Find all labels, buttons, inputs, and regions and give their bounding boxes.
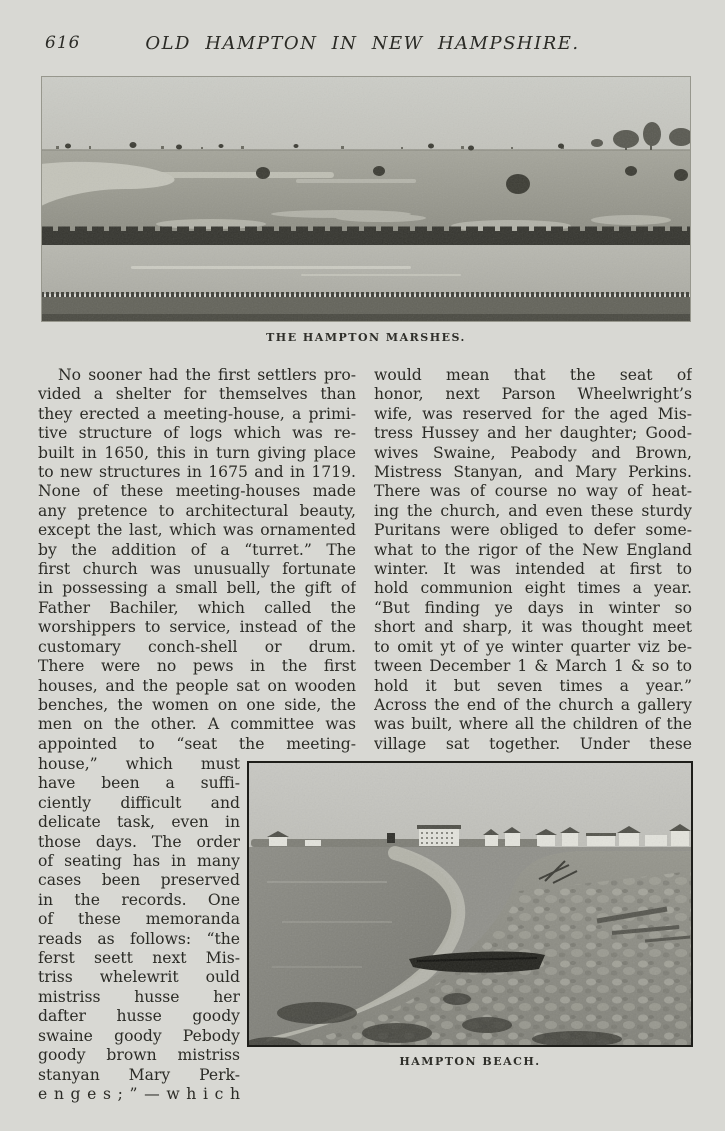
text-line: to new structures in 1675 and in 1719. xyxy=(38,463,356,482)
photo-grain xyxy=(247,761,693,1047)
text-line: triss whelewrit ould xyxy=(38,968,240,987)
text-line: Puritans were obliged to defer some- xyxy=(374,521,692,540)
text-line: what to the rigor of the New England xyxy=(374,540,692,559)
page-number: 616 xyxy=(45,33,81,53)
text-line: short and sharp, it was thought meet xyxy=(374,618,692,637)
text-line: There were no pews in the first xyxy=(38,657,356,676)
text-line: wives Swaine, Peabody and Brown, xyxy=(374,443,692,462)
text-line: tress Hussey and her daughter; Good- xyxy=(374,424,692,443)
text-line: None of these meeting-houses made xyxy=(38,482,356,501)
text-line: Father Bachiler, which called the xyxy=(38,598,356,617)
text-line: ing the church, and even these sturdy xyxy=(374,501,692,520)
text-line: tive structure of logs which was re- xyxy=(38,424,356,443)
text-line: house,” which must xyxy=(38,755,240,773)
text-line: hold communion eight times a year. xyxy=(374,579,692,598)
text-line: vided a shelter for themselves than xyxy=(38,385,356,404)
text-line: any pretence to architectural beauty, xyxy=(38,501,356,520)
text-line: have been a suffi- xyxy=(38,774,240,793)
text-line: except the last, which was ornamented xyxy=(38,521,356,540)
text-line: first church was unusually fortunate xyxy=(38,560,356,579)
right-column xyxy=(374,366,692,754)
text-line: goody brown mistriss xyxy=(38,1046,240,1065)
text-line: benches, the women on one side, the xyxy=(38,695,356,714)
text-line: cases been preserved xyxy=(38,871,240,890)
text-line: delicate task, even in xyxy=(38,813,240,832)
text-line: in the records. One xyxy=(38,890,240,909)
text-line: in possessing a small bell, the gift of xyxy=(38,579,356,598)
beach-photo-caption: HAMPTON BEACH. xyxy=(399,1055,541,1068)
text-line: There was of course no way of heat- xyxy=(374,482,692,501)
text-line: dafter husse goody xyxy=(38,1007,240,1026)
text-line: they erected a meeting-house, a primi- xyxy=(38,404,356,423)
text-line: hold it but seven times a year.” xyxy=(374,676,692,695)
text-line: Mistress Stanyan, and Mary Perkins. xyxy=(374,463,692,482)
text-line: would mean that the seat of xyxy=(374,366,692,384)
marsh-photo-caption: THE HAMPTON MARSHES. xyxy=(266,331,466,344)
text-line: of seating has in many xyxy=(38,852,240,871)
text-line: was built, where all the children of the xyxy=(374,715,692,734)
text-line: those days. The order xyxy=(38,832,240,851)
left-column xyxy=(38,366,356,754)
text-line: to omit yt of ye winter quarter viz be- xyxy=(374,637,692,656)
text-line: ciently difficult and xyxy=(38,793,240,812)
text-line: swaine goody Pebody xyxy=(38,1026,240,1045)
text-line: Across the end of the church a gallery xyxy=(374,695,692,714)
photo-grain xyxy=(41,76,691,322)
text-line: worshippers to service, instead of the xyxy=(38,618,356,637)
text-line: built in 1650, this in turn giving place xyxy=(38,443,356,462)
beach-photo xyxy=(247,761,693,1047)
text-line: appointed to “seat the meeting- xyxy=(38,734,356,753)
text-line: “But finding ye days in winter so xyxy=(374,598,692,617)
text-line: mistriss husse her xyxy=(38,987,240,1006)
text-line: tween December 1 & March 1 & so to xyxy=(374,657,692,676)
text-line: houses, and the people sat on wooden xyxy=(38,676,356,695)
text-line: winter. It was intended at first to xyxy=(374,560,692,579)
text-line: stanyan Mary Perk- xyxy=(38,1065,240,1084)
text-line: No sooner had the first settlers pro- xyxy=(58,366,356,384)
text-line: by the addition of a “turret.” The xyxy=(38,540,356,559)
text-line: reads as follows: “the xyxy=(38,929,240,948)
text-line: honor, next Parson Wheelwright’s xyxy=(374,385,692,404)
marsh-photo xyxy=(41,76,691,322)
running-title: OLD HAMPTON IN NEW HAMPSHIRE. xyxy=(145,33,580,54)
text-line: village sat together. Under these xyxy=(374,734,692,753)
text-line: men on the other. A committee was xyxy=(38,715,356,734)
text-line: e n g e s ; ” — w h i c h xyxy=(38,1084,240,1103)
text-line: ferst seett next Mis- xyxy=(38,949,240,968)
left-column-narrow xyxy=(38,755,240,1104)
text-line: customary conch-shell or drum. xyxy=(38,637,356,656)
text-line: wife, was reserved for the aged Mis- xyxy=(374,404,692,423)
text-line: of these memoranda xyxy=(38,910,240,929)
